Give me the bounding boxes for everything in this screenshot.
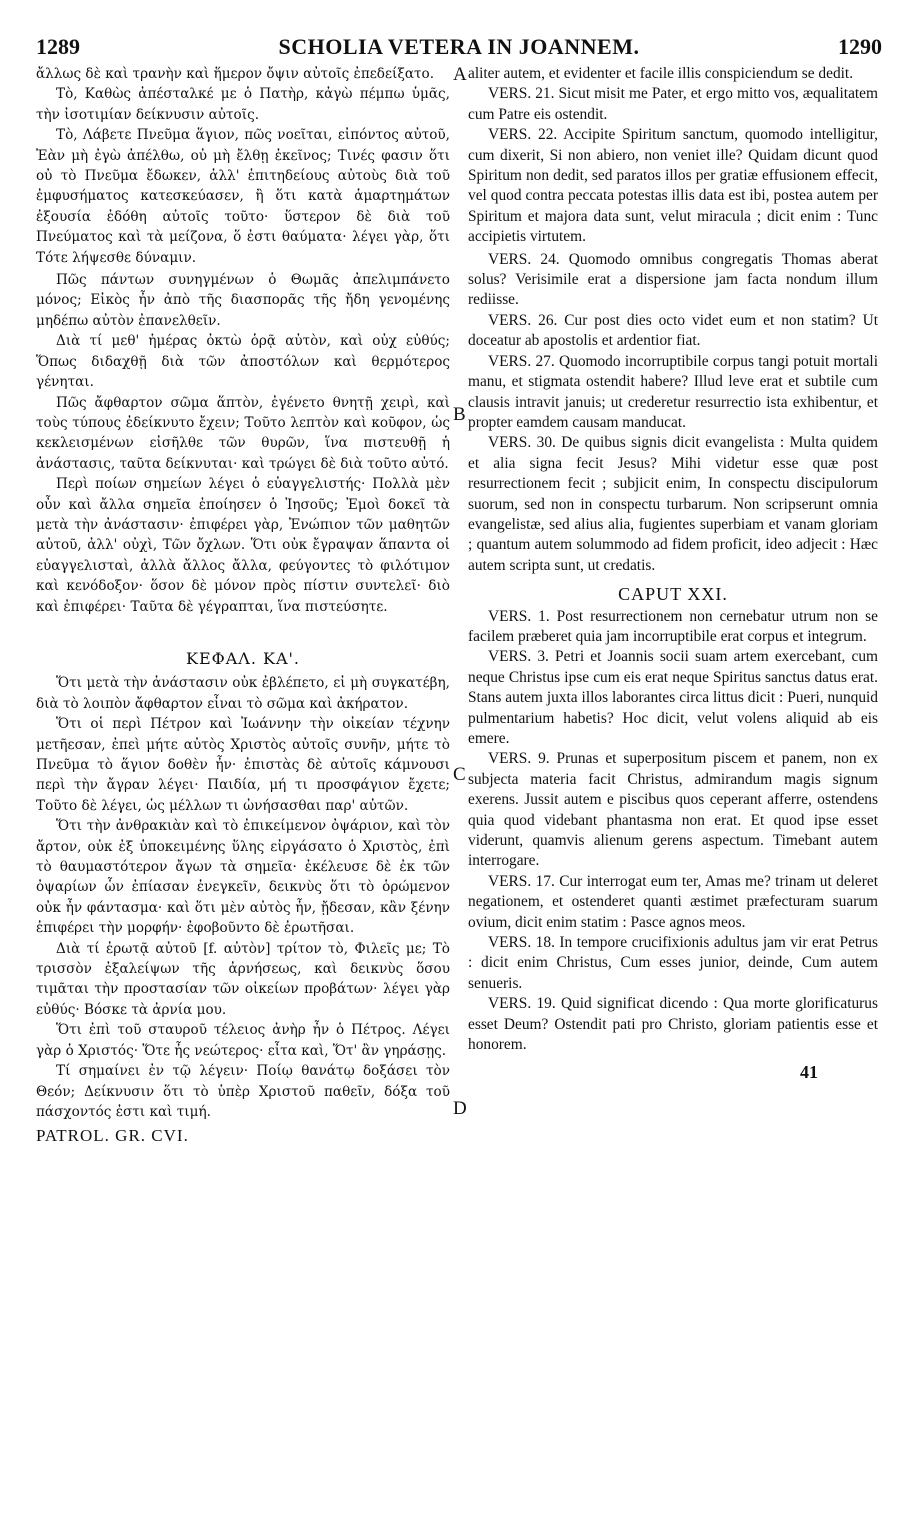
greek-paragraph: Πῶς πάντων συνηγμένων ὁ Θωμᾶς ἀπελιμπάνετο μόνος; Εἰκὸς ἦν ἀπὸ τῆς διασπορᾶς τῆς ἤδη γενομένης μηδέπω αὐτὸν ἐπανελθεῖν. — [36, 272, 450, 329]
latin-paragraph: VERS. 22. Accipite Spiritum sanctum, quomodo intelligitur, cum dixerit, Si non abiero, non veniet ille? Quidam dicunt quod Spiritum non dedit, sed paratos illos per gratiæ effusionem effecit, vel quod contra peccata potestas illis data est ibi, postea autem per Spiritum et majora data sunt, velut miracula ; dicit enim : Tunc accipietis virtutem. — [468, 126, 878, 246]
greek-chapter-heading: ΚΕΦΑΛ. ΚΑ'. — [185, 648, 301, 668]
greek-paragraph: Ὅτι μετὰ τὴν ἀνάστασιν οὐκ ἐβλέπετο, εἰ μὴ συγκατέβη, διὰ τὸ λοιπὸν ἄφθαρτον εἶναι τὸ σῶμα καὶ ἀκήρατον. — [36, 675, 450, 712]
latin-paragraph: VERS. 24. Quomodo omnibus congregatis Thomas aberat solus? Verisimile erat a dispersione jam facta nondum illum rediisse. — [468, 250, 878, 309]
greek-paragraph: Τὸ, Καθὼς ἀπέσταλκέ με ὁ Πατὴρ, κἀγὼ πέμπω ὑμᾶς, τὴν ἰσοτιμίαν δείκνυσιν αὐτοῖς. — [36, 86, 450, 123]
column-marker-b: B — [453, 404, 466, 425]
greek-paragraph: Περὶ ποίων σημείων λέγει ὁ εὐαγγελιστής· Πολλὰ μὲν οὖν καὶ ἄλλα σημεῖα ἐποίησεν ὁ Ἰησοῦς; Ἐμοὶ δοκεῖ τὰ μετὰ τὴν ἀνάστασιν· ἐπιφέρει γὰρ, Ἐνώπιον τῶν μαθητῶν αὐτοῦ, ἀλλ' οὐχὶ, Τῶν ὄχλων. Ὅτι οὐκ ἔγραψαν ἅπαντα οἱ εὐαγγελισταὶ, ἀλλὰ ἄλλος ἄλλα, φεύγοντες τὸ φιλότιμον καὶ κενόδοξον· ὅσον δὲ μόνον πρὸς πίστιν συντελεῖ· διὸ καὶ ἐπιφέρει· Ταῦτα δὲ γέγραπται, ἵνα πιστεύσητε. — [36, 476, 450, 615]
column-marker-d: D — [453, 1098, 467, 1119]
signature-mark: 41 — [800, 1061, 818, 1082]
latin-column — [468, 64, 878, 1082]
greek-paragraph: Ὅτι τὴν ἀνθρακιὰν καὶ τὸ ἐπικείμενον ὀψάριον, καὶ τὸν ἄρτον, οὐκ ἐξ ὑποκειμένης ὕλης εἰργάσατο ὁ Χριστὸς, ἐπὶ τὸ θαυμαστότερον ἄγων τὰ σημεῖα· ἐκέλευσε δὲ ἐκ τῶν ὀψαρίων ὧν ἐπίασαν ἐνεγκεῖν, δεικνὺς ὅτι τὸ ὁρώμενον οὐκ ἦν φάντασμα· καὶ ὅτι μὲν αὐτὸς ἦν, ᾔδεσαν, κἂν ξένην ἐπιφέρει τὴν μορφήν· ἐφοβοῦντο δὲ ἐρωτῆσαι. — [36, 818, 450, 937]
column-marker-c: C — [453, 764, 466, 785]
latin-paragraph: VERS. 30. De quibus signis dicit evangelista : Multa quidem et alia signa fecit Jesus? Mihi videtur esse quæ post resurrectionem fecit ; subjicit enim, In conspectu discipulorum suorum, sed non in conspectu turbarum. Non scripserunt omnia evangelistæ, sed alius alia, fugientes superbiam et vanam gloriam ; quantum autem solummodo ad fidem proficit, ideo adjecit : Hæc autem scripta sunt, ut credatis. — [468, 434, 878, 574]
column-marker-a: A — [453, 64, 467, 85]
greek-paragraph: Ὅτι ἐπὶ τοῦ σταυροῦ τέλειος ἀνὴρ ἦν ὁ Πέτρος. Λέγει γὰρ ὁ Χριστός· Ὅτε ἦς νεώτερος· εἶτα καὶ, Ὅτ' ἂν γηράσῃς. — [36, 1022, 450, 1059]
greek-paragraph: Τὸ, Λάβετε Πνεῦμα ἅγιον, πῶς νοεῖται, εἰπόντος αὐτοῦ, Ἐὰν μὴ ἐγὼ ἀπέλθω, οὐ μὴ ἔλθῃ ἐκεῖνος; Τινές φασιν ὅτι οὐ τὸ Πνεῦμα ἔδωκεν, ἀλλ' ἐπιτηδείους αὐτοὺς διὰ τοῦ ἐμφυσήματος κατεσκεύασεν, ἢ ὅτι κατὰ ἁμαρτημάτων ἐξουσία ἐδόθη αὐτοῖς τοῦτο· ὕστερον δὲ διὰ τοῦ Πνεύματος καὶ τὰ μείζονα, ὅ ἐστι θαύματα· λέγει γὰρ, ὅτι Τότε λήψεσθε δύναμιν. — [36, 127, 450, 266]
latin-paragraph: VERS. 1. Post resurrectionem non cernebatur utrum non se facilem præberet quia jam incorruptibile erat corpus et integrum. — [468, 607, 878, 645]
latin-paragraph: VERS. 9. Prunas et superpositum piscem et panem, non ex subjecta materia facit Christus, admirandum magis signum exerens. Jussit autem e piscibus quos ceperant afferre, ostendens quia quod videbant phantasma non erat. Et quod ipse esset viderunt, quamvis alienum gerens aspectum. Timebant autem interrogare. — [468, 750, 878, 870]
latin-paragraph: aliter autem, et evidenter et facile illis conspiciendum se dedit. — [468, 65, 854, 82]
page-header — [36, 34, 882, 60]
running-title: SCHOLIA VETERA IN JOANNEM. — [278, 34, 640, 59]
greek-column — [36, 64, 450, 1147]
latin-paragraph: VERS. 21. Sicut misit me Pater, et ergo mitto vos, æqualitatem cum Patre eis ostendit. — [468, 85, 878, 123]
page-number-left: 1289 — [36, 34, 80, 59]
greek-paragraph: ἄλλως δὲ καὶ τρανὴν καὶ ἥμερον ὄψιν αὐτοῖς ἐπεδείξατο. — [36, 66, 435, 82]
latin-paragraph: VERS. 19. Quid significat dicendo : Qua morte glorificaturus esset Deum? Ostendit pati pro Christo, gloriam patientis esse et honorem. — [468, 995, 878, 1054]
latin-paragraph: VERS. 26. Cur post dies octo videt eum et non statim? Ut doceatur ab apostolis et ardentior fiat. — [468, 311, 878, 350]
volume-footer: PATROL. GR. CVI. — [36, 1126, 189, 1146]
latin-paragraph: VERS. 3. Petri et Joannis socii suam artem exercebant, cum neque Christus ipse cum eis erat neque Spiritus sanctus datus erat. Stans autem juxta illos laborantes circa littus dicit : Pueri, nunquid pulmentarium habetis? Hoc dicit, velut volens aliquid ab eis emere. — [468, 648, 878, 747]
greek-paragraph: Ὅτι οἱ περὶ Πέτρον καὶ Ἰωάννην τὴν οἰκείαν τέχνην μετῆεσαν, ἐπεὶ μήτε αὐτὸς Χριστὸς αὐτοῖς συνῆν, μήτε τὸ Πνεῦμα τὸ ἅγιον δοθὲν ἦν· ἐπιστὰς δὲ αὐτοῖς κάμνουσι περὶ τὴν ἄγραν λέγει· Παιδία, μή τι προσφάγιον ἔχετε; Τοῦτο δὲ λέγει, ὡς μέλλων τι ὠνήσασθαι παρ' αὐτῶν. — [36, 716, 450, 814]
latin-paragraph: VERS. 17. Cur interrogat eum ter, Amas me? trinam ut deleret negationem, et ostenderet quanti æstimet præfecturam suarum ovium, dicit enim statim : Pasce agnos meos. — [468, 872, 878, 931]
greek-paragraph: Τί σημαίνει ἐν τῷ λέγειν· Ποίῳ θανάτῳ δοξάσει τὸν Θεόν; Δείκνυσιν ὅτι τὸ ὑπὲρ Χριστοῦ παθεῖν, δόξα τοῦ πάσχοντός ἐστι καὶ τιμή. — [36, 1063, 450, 1120]
greek-paragraph: Διὰ τί μεθ' ἡμέρας ὀκτὼ ὁρᾷ αὐτὸν, καὶ οὐχ εὐθύς; Ὅπως διδαχθῇ διὰ τῶν ἀποστόλων καὶ θερμότερος γένηται. — [36, 333, 450, 391]
page-number-right: 1290 — [838, 34, 882, 59]
latin-paragraph: VERS. 18. In tempore crucifixionis adultus jam vir erat Petrus : dicit enim Christus, Cum esses junior, deinde, Cum autem senueris. — [468, 934, 878, 992]
latin-chapter-heading: CAPUT XXI. — [618, 584, 728, 605]
latin-paragraph: VERS. 27. Quomodo incorruptibile corpus tangi potuit mortali manu, et stigmata ostendit habere? Illud leve erat et subtile cum clausis intravit januis; ut crederetur resurrectio ista exhibentur, et propter eamdem causam manducat. — [468, 352, 878, 431]
greek-paragraph: Διὰ τί ἐρωτᾷ αὐτοῦ [f. αὐτὸν] τρίτον τὸ, Φιλεῖς με; Τὸ τρισσὸν ἐξαλείψων τῆς ἀρνήσεως, καὶ δεικνὺς ὅσου τιμᾶται τὴν προστασίαν τῶν οἰκείων προβάτων· λέγει γὰρ εὐθύς· Βόσκε τὰ ἀρνία μου. — [36, 940, 450, 1018]
greek-paragraph: Πῶς ἄφθαρτον σῶμα ἅπτὸν, ἐγένετο θνητῇ χειρὶ, καὶ τοὺς τύπους ἐδείκνυτο ἔχειν; Τοῦτο λεπτὸν καὶ κοῦφον, ὡς κεκλεισμένων εἰσῆλθε τῶν θυρῶν, ἵνα πιστευθῇ ἡ ἀνάστασις, ταῦτα δείκνυται· καὶ τρώγει δὲ διὰ τοῦτο αὐτό. — [36, 394, 450, 472]
